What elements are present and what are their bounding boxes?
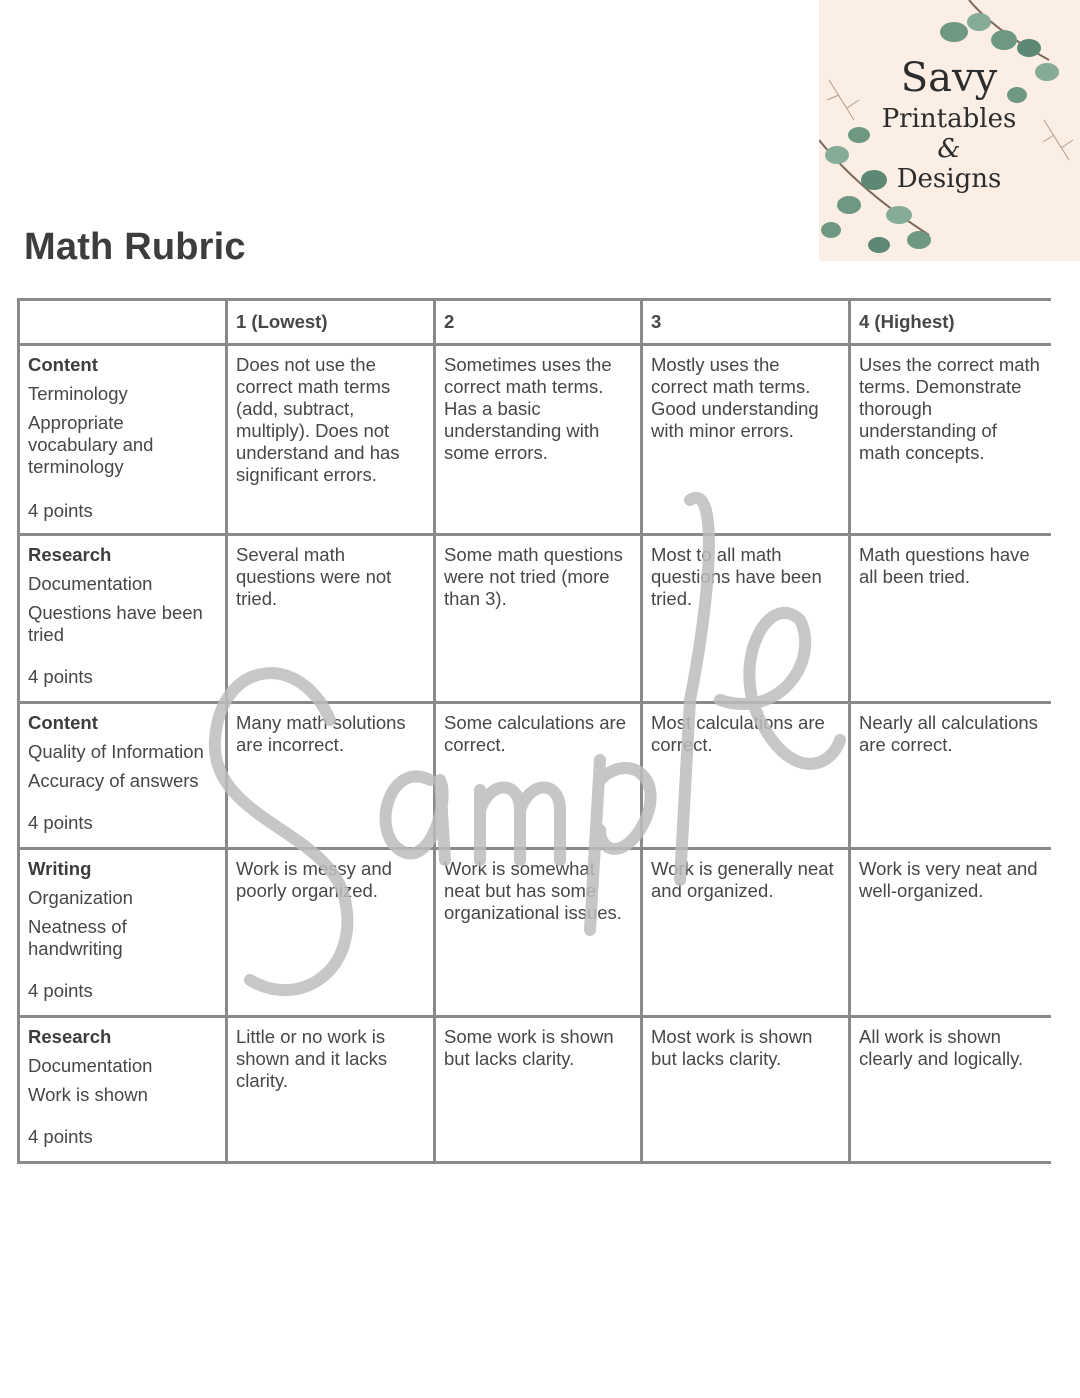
- brand-line-4: Designs: [896, 164, 1002, 194]
- criteria-category: Content: [28, 354, 98, 375]
- level-cell: Math questions have all been tried.: [850, 535, 1051, 703]
- rubric-table: [17, 298, 1051, 1164]
- criteria-points: 4 points: [28, 666, 93, 687]
- level-cell: Many math solutions are incorrect.: [227, 703, 435, 849]
- level-cell: Most to all math questions have been tried.: [642, 535, 850, 703]
- level-cell: Work is very neat and well-organized.: [850, 849, 1051, 1017]
- brand-line-1: Savy: [900, 55, 998, 101]
- criteria-description: Neatness of handwriting: [28, 916, 127, 959]
- header-row: [19, 300, 1051, 345]
- criteria-points: 4 points: [28, 500, 93, 521]
- criteria-cell: [19, 1017, 227, 1163]
- level-cell: All work is shown clearly and logically.: [850, 1017, 1051, 1163]
- level-cell: Some math questions were not tried (more than 3).: [435, 535, 642, 703]
- brand-line-3: &: [937, 134, 961, 164]
- brand-name: [879, 55, 1019, 194]
- criteria-subcategory: Terminology: [28, 383, 128, 404]
- table-row: [19, 703, 1051, 849]
- criteria-description: Appropriate vocabulary and terminology: [28, 412, 154, 477]
- level-cell: Work is messy and poorly organized.: [227, 849, 435, 1017]
- criteria-subcategory: Documentation: [28, 573, 153, 594]
- table-row: [19, 535, 1051, 703]
- criteria-description: Accuracy of answers: [28, 770, 199, 791]
- level-cell: Little or no work is shown and it lacks clarity.: [227, 1017, 435, 1163]
- criteria-subcategory: Organization: [28, 887, 133, 908]
- level-cell: Some calculations are correct.: [435, 703, 642, 849]
- criteria-description: Work is shown: [28, 1084, 148, 1105]
- criteria-category: Research: [28, 544, 112, 565]
- brand-logo: [819, 0, 1080, 261]
- level-cell: Does not use the correct math terms (add, subtract, multiply). Does not understand and has significant errors.: [227, 345, 435, 535]
- header-cell-level-1: 1 (Lowest): [227, 300, 435, 345]
- table-row: [19, 1017, 1051, 1163]
- criteria-points: 4 points: [28, 1126, 93, 1147]
- level-cell: Mostly uses the correct math terms. Good understanding with minor errors.: [642, 345, 850, 535]
- level-cell: Some work is shown but lacks clarity.: [435, 1017, 642, 1163]
- level-cell: Most calculations are correct.: [642, 703, 850, 849]
- header-cell-level-2: 2: [435, 300, 642, 345]
- criteria-subcategory: Quality of Information: [28, 741, 204, 762]
- criteria-cell: [19, 535, 227, 703]
- criteria-points: 4 points: [28, 980, 93, 1001]
- brand-line-2: Printables: [881, 104, 1017, 134]
- level-cell: Sometimes uses the correct math terms. Has a basic understanding with some errors.: [435, 345, 642, 535]
- criteria-category: Content: [28, 712, 98, 733]
- level-cell: Several math questions were not tried.: [227, 535, 435, 703]
- header-cell-level-3: 3: [642, 300, 850, 345]
- header-cell-level-4: 4 (Highest): [850, 300, 1051, 345]
- criteria-category: Research: [28, 1026, 112, 1047]
- criteria-cell: [19, 849, 227, 1017]
- level-cell: Uses the correct math terms. Demonstrate thorough understanding of math concepts.: [850, 345, 1051, 535]
- criteria-cell: [19, 345, 227, 535]
- level-cell: Nearly all calculations are correct.: [850, 703, 1051, 849]
- header-cell-empty: [19, 300, 227, 345]
- level-cell: Work is somewhat neat but has some organizational issues.: [435, 849, 642, 1017]
- table-row: [19, 849, 1051, 1017]
- criteria-cell: [19, 703, 227, 849]
- table-row: [19, 345, 1051, 535]
- level-cell: Work is generally neat and organized.: [642, 849, 850, 1017]
- criteria-points: 4 points: [28, 812, 93, 833]
- criteria-subcategory: Documentation: [28, 1055, 153, 1076]
- criteria-category: Writing: [28, 858, 92, 879]
- criteria-description: Questions have been tried: [28, 602, 203, 645]
- page-title: Math Rubric: [24, 226, 246, 268]
- level-cell: Most work is shown but lacks clarity.: [642, 1017, 850, 1163]
